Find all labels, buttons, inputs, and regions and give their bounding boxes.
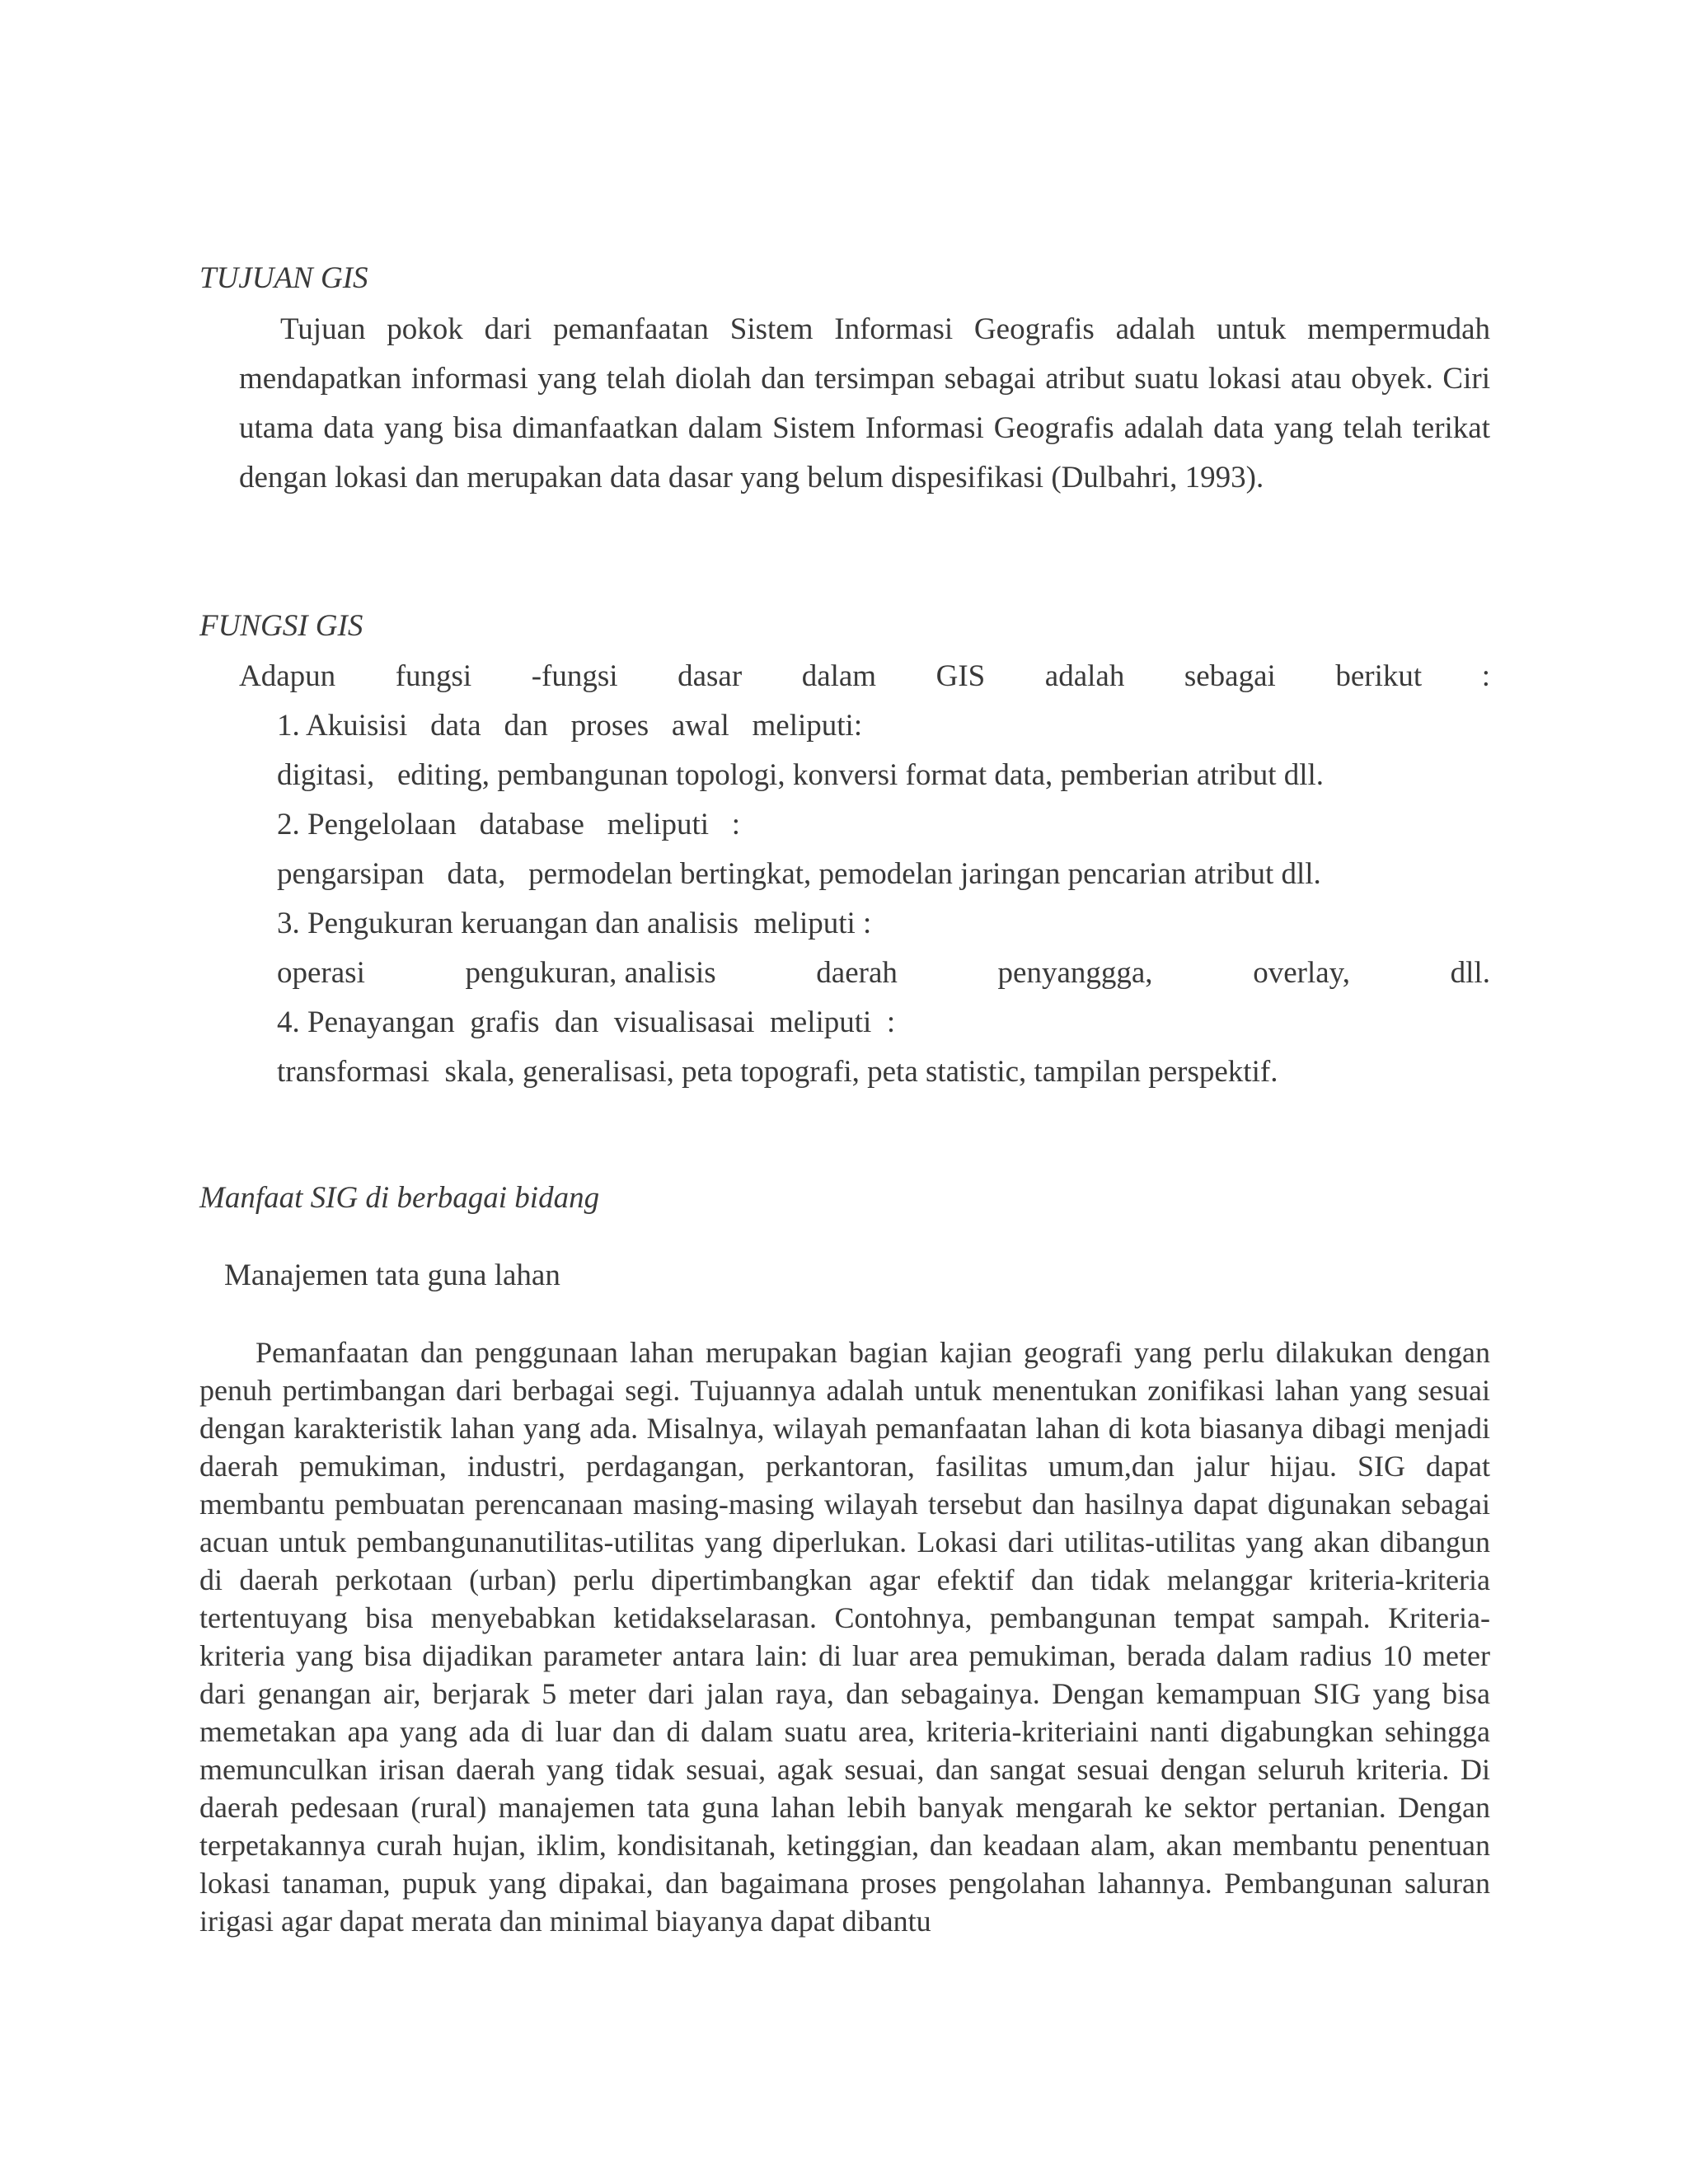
fungsi-item-4-detail: transformasi skala, generalisasi, peta topografi, peta statistic, tampilan perspektif. <box>277 1055 1278 1089</box>
detail-word: operasi <box>277 956 365 990</box>
intro-word: berikut <box>1335 659 1423 693</box>
intro-word: adalah <box>1044 659 1125 693</box>
fungsi-heading: FUNGSI GIS <box>199 609 363 643</box>
manfaat-paragraph-text: Pemanfaatan dan penggunaan lahan merupakan bagian kajian geografi yang perlu dilakukan dengan penuh pertimbangan dari berbagai segi. Tujuannya adalah untuk menentukan zonifikasi lahan yang sesuai dengan karakteristik lahan yang ada. Misalnya, wilayah pemanfaatan lahan di kota biasanya dibagi menjadi daerah pemukiman, industri, perdagangan, perkantoran, fasilitas umum,dan jalur hijau. SIG dapat membantu pembuatan perencanaan masing-masing wilayah tersebut dan hasilnya dapat digunakan sebagai acuan untuk pembangunanutilitas-utilitas yang diperlukan. Lokasi dari utilitas-utilitas yang akan dibangun di daerah perkotaan (urban) perlu dipertimbangkan agar efektif dan tidak melanggar kriteria-kriteria tertentuyang bisa menyebabkan ketidakselarasan. Contohnya, pembangunan tempat sampah. Kriteria-kriteria yang bisa dijadikan parameter antara lain: di luar area pemukiman, berada dalam radius 10 meter dari genangan air, berjarak 5 meter dari jalan raya, dan sebagainya. Dengan kemampuan SIG yang bisa memetakan apa yang ada di luar dan di dalam suatu area, kriteria-kriteriaini nanti digabungkan sehingga memunculkan irisan daerah yang tidak sesuai, agak sesuai, dan sangat sesuai dengan seluruh kriteria. Di daerah pedesaan (rural) manajemen tata guna lahan lebih banyak mengarah ke sektor pertanian. Dengan terpetakannya curah hujan, iklim, kondisitanah, ketinggian, dan keadaan alam, akan membantu penentuan lokasi tanaman, pupuk yang dipakai, dan bagaimana proses pengolahan lahannya. Pembangunan saluran irigasi agar dapat merata dan minimal biayanya dapat dibantu <box>199 1336 1490 1938</box>
intro-word: dalam <box>801 659 877 693</box>
detail-word: dll. <box>1450 956 1490 990</box>
tujuan-paragraph-text: Tujuan pokok dari pemanfaatan Sistem Informasi Geografis adalah untuk mempermudah mendapatkan informasi yang telah diolah dan tersimpan sebagai atribut suatu lokasi atau obyek. Ciri utama data yang bisa dimanfaatkan dalam Sistem Informasi Geografis adalah data yang telah terikat dengan lokasi dan merupakan data dasar yang belum dispesifikasi (Dulbahri, 1993). <box>239 312 1490 494</box>
manfaat-heading: Manfaat SIG di berbagai bidang <box>199 1181 600 1215</box>
intro-word: sebagai <box>1184 659 1276 693</box>
fungsi-item-2-title: 2. Pengelolaan database meliputi : <box>277 808 741 841</box>
fungsi-item-2-detail: pengarsipan data, permodelan bertingkat, pemodelan jaringan pencarian atribut dll. <box>277 857 1321 891</box>
fungsi-item-1-title: 1. Akuisisi data dan proses awal meliputi: <box>277 709 863 743</box>
manfaat-paragraph <box>199 1333 1490 1940</box>
intro-word: Adapun <box>239 659 336 693</box>
fungsi-item-3-detail <box>277 954 1490 993</box>
fungsi-item-4-title: 4. Penayangan grafis dan visualisasai meliputi : <box>277 1005 896 1039</box>
intro-word: GIS <box>935 659 986 693</box>
tujuan-paragraph <box>239 305 1490 503</box>
tujuan-heading: TUJUAN GIS <box>199 261 368 295</box>
intro-word: dasar <box>678 659 743 693</box>
fungsi-intro-line <box>239 657 1490 696</box>
detail-word: overlay, <box>1253 956 1350 990</box>
detail-word: pengukuran, analisis <box>465 956 716 990</box>
detail-word: daerah <box>816 956 898 990</box>
fungsi-item-3-title: 3. Pengukuran keruangan dan analisis meliputi : <box>277 907 872 940</box>
intro-word: : <box>1481 659 1490 693</box>
detail-word: penyanggga, <box>997 956 1153 990</box>
intro-word: -fungsi <box>531 659 618 693</box>
manfaat-subheading: Manajemen tata guna lahan <box>224 1258 560 1292</box>
intro-word: fungsi <box>395 659 472 693</box>
fungsi-item-1-detail: digitasi, editing, pembangunan topologi, konversi format data, pemberian atribut dll. <box>277 758 1325 792</box>
